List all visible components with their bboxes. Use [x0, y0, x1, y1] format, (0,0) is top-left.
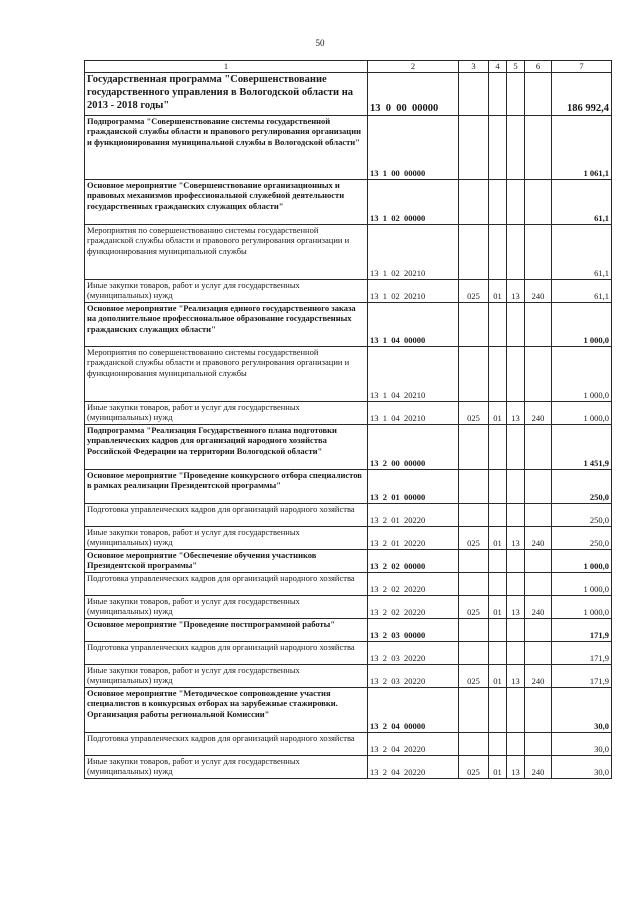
row-name: Основное мероприятие "Совершенствование организационных и правовых механизмов профессиональной служебной деятельности государственных гражданских служащих области": [85, 179, 368, 224]
row-name: Основное мероприятие "Проведение конкурсного отбора специалистов в рамках реализации Президентской программы": [85, 469, 368, 503]
row-name: Государственная программа "Совершенствование государственного управления в Вологодской области на 2013 - 2018 годы": [85, 72, 368, 115]
row-c3: [459, 618, 489, 641]
row-c6: [525, 687, 552, 732]
column-header: 4: [489, 61, 507, 73]
row-code: 13 1 04 20210: [368, 401, 459, 424]
row-c4: [489, 179, 507, 224]
row-c3: [459, 72, 489, 115]
column-header: 7: [552, 61, 612, 73]
column-header: 3: [459, 61, 489, 73]
row-c6: [525, 302, 552, 346]
row-code: 13 1 02 00000: [368, 179, 459, 224]
row-code: 13 1 00 00000: [368, 115, 459, 179]
row-c5: [507, 72, 525, 115]
row-c3: [459, 469, 489, 503]
row-name: Подпрограмма "Реализация Государственного плана подготовки управленческих кадров для организаций народного хозяйства Российской Федерации на территории Вологодской области": [85, 424, 368, 469]
row-c5: [507, 469, 525, 503]
row-c6: [525, 572, 552, 595]
row-code: 13 2 03 20220: [368, 641, 459, 664]
row-sum: 1 000,0: [552, 595, 612, 618]
row-name: Иные закупки товаров, работ и услуг для государственных (муниципальных) нужд: [85, 595, 368, 618]
row-sum: 1 000,0: [552, 302, 612, 346]
row-c3: [459, 424, 489, 469]
row-c6: [525, 346, 552, 401]
row-sum: 61,1: [552, 179, 612, 224]
column-header: 1: [85, 61, 368, 73]
row-code: 13 2 00 00000: [368, 424, 459, 469]
row-c6: [525, 641, 552, 664]
row-c5: 13: [507, 595, 525, 618]
row-c3: 025: [459, 279, 489, 302]
row-sum: 1 061,1: [552, 115, 612, 179]
row-c4: [489, 346, 507, 401]
row-c6: [525, 224, 552, 279]
table-row: [85, 549, 612, 572]
table-row: [85, 664, 612, 687]
row-name: Иные закупки товаров, работ и услуг для государственных (муниципальных) нужд: [85, 279, 368, 302]
table-row: [85, 224, 612, 279]
row-sum: 1 000,0: [552, 572, 612, 595]
row-name: Мероприятия по совершенствованию системы государственной гражданской службы области и правового регулирования организации и функционирования муниципальной службы: [85, 224, 368, 279]
budget-table: [84, 60, 612, 779]
table-row: [85, 503, 612, 526]
row-name: Подготовка управленческих кадров для организаций народного хозяйства: [85, 503, 368, 526]
row-name: Основное мероприятие "Проведение постпрограммной работы": [85, 618, 368, 641]
row-c6: [525, 424, 552, 469]
row-c3: 025: [459, 401, 489, 424]
row-c4: [489, 549, 507, 572]
row-c4: [489, 115, 507, 179]
row-sum: 30,0: [552, 732, 612, 755]
table-row: [85, 401, 612, 424]
row-c3: [459, 302, 489, 346]
row-c5: [507, 179, 525, 224]
table-row: [85, 732, 612, 755]
table-row: [85, 572, 612, 595]
row-sum: 1 000,0: [552, 346, 612, 401]
row-c5: 13: [507, 401, 525, 424]
row-name: Подготовка управленческих кадров для организаций народного хозяйства: [85, 732, 368, 755]
row-c6: 240: [525, 279, 552, 302]
row-sum: 171,9: [552, 641, 612, 664]
table-row: [85, 755, 612, 778]
row-c5: [507, 346, 525, 401]
row-c3: [459, 115, 489, 179]
row-c4: [489, 572, 507, 595]
row-code: 13 2 01 00000: [368, 469, 459, 503]
row-sum: 61,1: [552, 224, 612, 279]
row-name: Иные закупки товаров, работ и услуг для государственных (муниципальных) нужд: [85, 755, 368, 778]
row-c4: [489, 732, 507, 755]
table-row: [85, 179, 612, 224]
row-sum: 30,0: [552, 755, 612, 778]
row-code: 13 2 02 20220: [368, 595, 459, 618]
row-code: 13 2 04 20220: [368, 755, 459, 778]
row-sum: 250,0: [552, 503, 612, 526]
row-c4: 01: [489, 279, 507, 302]
row-name: Иные закупки товаров, работ и услуг для государственных (муниципальных) нужд: [85, 664, 368, 687]
row-c4: [489, 641, 507, 664]
row-c3: 025: [459, 526, 489, 549]
table-row: [85, 115, 612, 179]
row-c6: 240: [525, 401, 552, 424]
row-code: 13 1 04 20210: [368, 346, 459, 401]
row-c6: [525, 732, 552, 755]
row-c5: 13: [507, 526, 525, 549]
row-c3: [459, 641, 489, 664]
row-code: 13 1 04 00000: [368, 302, 459, 346]
row-sum: 30,0: [552, 687, 612, 732]
row-c3: [459, 224, 489, 279]
row-code: 13 2 03 00000: [368, 618, 459, 641]
table-row: [85, 641, 612, 664]
row-c3: [459, 549, 489, 572]
row-code: 13 2 02 00000: [368, 549, 459, 572]
row-c3: [459, 503, 489, 526]
row-c4: 01: [489, 526, 507, 549]
row-c3: 025: [459, 755, 489, 778]
row-c5: [507, 503, 525, 526]
row-c5: [507, 618, 525, 641]
table-header-row: [85, 61, 612, 73]
table-row: [85, 279, 612, 302]
table-row: [85, 469, 612, 503]
row-c4: [489, 224, 507, 279]
row-sum: 61,1: [552, 279, 612, 302]
row-name: Подготовка управленческих кадров для организаций народного хозяйства: [85, 572, 368, 595]
row-name: Мероприятия по совершенствованию системы государственной гражданской службы области и правового регулирования организации и функционирования муниципальной службы: [85, 346, 368, 401]
row-sum: 171,9: [552, 664, 612, 687]
row-c6: [525, 549, 552, 572]
row-c4: 01: [489, 595, 507, 618]
row-code: 13 2 01 20220: [368, 526, 459, 549]
row-c6: [525, 72, 552, 115]
row-c4: [489, 687, 507, 732]
row-code: 13 2 02 20220: [368, 572, 459, 595]
page-number: 50: [315, 38, 325, 48]
row-c5: [507, 549, 525, 572]
row-code: 13 2 03 20220: [368, 664, 459, 687]
table-row: [85, 424, 612, 469]
row-c6: 240: [525, 664, 552, 687]
table-row: [85, 595, 612, 618]
table-row: [85, 687, 612, 732]
row-c4: [489, 618, 507, 641]
row-c5: [507, 302, 525, 346]
row-sum: 171,9: [552, 618, 612, 641]
column-header: 5: [507, 61, 525, 73]
table-row: [85, 346, 612, 401]
row-sum: 250,0: [552, 469, 612, 503]
row-code: 13 2 01 20220: [368, 503, 459, 526]
row-c6: 240: [525, 595, 552, 618]
row-c5: [507, 572, 525, 595]
row-name: Иные закупки товаров, работ и услуг для государственных (муниципальных) нужд: [85, 401, 368, 424]
row-code: 13 1 02 20210: [368, 279, 459, 302]
row-c3: [459, 179, 489, 224]
row-c4: [489, 72, 507, 115]
row-c4: [489, 424, 507, 469]
row-c5: [507, 224, 525, 279]
row-name: Иные закупки товаров, работ и услуг для государственных (муниципальных) нужд: [85, 526, 368, 549]
row-sum: 1 451,9: [552, 424, 612, 469]
row-c6: 240: [525, 526, 552, 549]
row-name: Основное мероприятие "Обеспечение обучения участников Президентской программы": [85, 549, 368, 572]
row-c6: [525, 115, 552, 179]
row-c3: [459, 732, 489, 755]
row-c5: [507, 687, 525, 732]
row-c4: 01: [489, 401, 507, 424]
row-c5: [507, 115, 525, 179]
row-c4: [489, 469, 507, 503]
column-header: 6: [525, 61, 552, 73]
row-code: 13 0 00 00000: [368, 72, 459, 115]
row-c3: [459, 687, 489, 732]
row-c5: [507, 424, 525, 469]
row-c3: 025: [459, 664, 489, 687]
table-row: [85, 618, 612, 641]
row-c3: [459, 346, 489, 401]
row-c6: [525, 469, 552, 503]
row-c5: [507, 641, 525, 664]
row-sum: 186 992,4: [552, 72, 612, 115]
row-name: Основное мероприятие "Реализация единого государственного заказа на дополнительное профессиональное образование государственных гражданских служащих области": [85, 302, 368, 346]
row-c4: [489, 302, 507, 346]
column-header: 2: [368, 61, 459, 73]
row-code: 13 2 04 00000: [368, 687, 459, 732]
row-c4: 01: [489, 755, 507, 778]
row-code: 13 1 02 20210: [368, 224, 459, 279]
row-c5: 13: [507, 755, 525, 778]
row-c4: [489, 503, 507, 526]
row-name: Подготовка управленческих кадров для организаций народного хозяйства: [85, 641, 368, 664]
row-name: Подпрограмма "Совершенствование системы государственной гражданской службы области и правового регулирования организации и функционирования муниципальной службы в Вологодской области": [85, 115, 368, 179]
row-c5: [507, 732, 525, 755]
row-c5: 13: [507, 279, 525, 302]
row-c4: 01: [489, 664, 507, 687]
row-sum: 1 000,0: [552, 549, 612, 572]
row-c6: [525, 503, 552, 526]
table-row: [85, 526, 612, 549]
row-code: 13 2 04 20220: [368, 732, 459, 755]
row-c6: [525, 618, 552, 641]
row-c3: 025: [459, 595, 489, 618]
row-sum: 1 000,0: [552, 401, 612, 424]
row-sum: 250,0: [552, 526, 612, 549]
row-c6: [525, 179, 552, 224]
row-c5: 13: [507, 664, 525, 687]
table-row: [85, 72, 612, 115]
row-c6: 240: [525, 755, 552, 778]
row-name: Основное мероприятие "Методическое сопровождение участия специалистов в конкурсных отборах на зарубежные стажировки. Организация работы региональной Комиссии": [85, 687, 368, 732]
row-c3: [459, 572, 489, 595]
table-row: [85, 302, 612, 346]
